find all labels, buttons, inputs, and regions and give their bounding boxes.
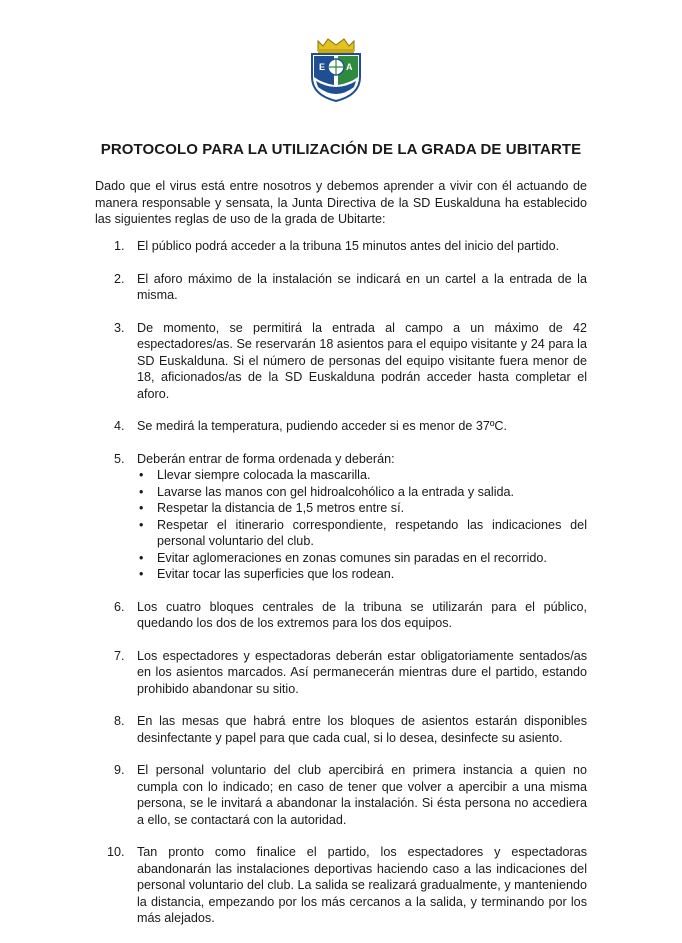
sub-item: • Lavarse las manos con gel hidroalcohólico a la entrada y salida. — [139, 484, 515, 499]
intro-paragraph: Dado que el virus está entre nosotros y debemos aprender a vivir con él actuando de manera responsable y sensata, la Junta Directiva de la SD Euskalduna ha establecido las siguientes reglas de uso de la grada de Ubitarte: — [95, 179, 587, 226]
rule-text: De momento, se permitirá la entrada al campo a un máximo de 42 espectadores/as. Se reservarán 18 asientos para el equipo visitante y 24 para la SD Euskalduna. Si el número de personas del equipo visitante fuera menor de 18, aficionados/as de la SD Euskalduna podrán acceder hasta completar el aforo. — [137, 320, 587, 401]
rule-item — [95, 599, 587, 632]
rule-text: Deberán entrar de forma ordenada y deberán: — [137, 451, 395, 466]
sub-item: • Respetar la distancia de 1,5 metros entre sí. — [139, 501, 405, 515]
rule-number: 7. — [114, 648, 125, 663]
rule-number: 1. — [114, 239, 125, 253]
rule-text: Tan pronto como finalice el partido, los espectadores y espectadoras abandonarán las instalaciones deportivas haciendo caso a las indicaciones del personal voluntario del club. La salida se realizará gradualmente, y manteniendo la distancia, empezando por los más cercanos a la salida, y terminando por los más alejados. — [137, 845, 587, 925]
rule-text: El personal voluntario del club apercibirá en primera instancia a quien no cumpla con lo indicado; en caso de tener que volver a apercibir a una misma persona, se le invitará a abandonar la instalación. Si ésta persona no accediera a ello, se contactará con la autoridad. — [137, 763, 587, 827]
bullet-icon: • — [139, 484, 144, 499]
rule-item — [95, 648, 587, 698]
rule-number: 6. — [114, 599, 125, 614]
rule-number: 4. — [114, 419, 125, 433]
crest-letter-a: A — [346, 62, 353, 72]
rule-text: En las mesas que habrá entre los bloques de asientos estarán disponibles desinfectante y papel para que cada cual, si lo desea, desinfecte su asiento. — [137, 714, 587, 745]
rule-item — [95, 451, 587, 583]
bullet-icon: • — [139, 468, 144, 482]
bullet-icon: • — [139, 517, 144, 532]
sub-item: • Evitar tocar las superficies que los rodean. — [139, 567, 395, 581]
bullet-icon: • — [139, 550, 144, 565]
sub-item: • Evitar aglomeraciones en zonas comunes sin paradas en el recorrido. — [139, 550, 547, 565]
sub-item: • Llevar siempre colocada la mascarilla. — [139, 468, 371, 482]
rule-number: 3. — [114, 320, 125, 335]
sub-list — [137, 467, 587, 583]
club-crest-logo — [308, 37, 364, 103]
rule-number: 10. — [107, 845, 125, 859]
rule-item — [95, 238, 587, 255]
bullet-icon: • — [139, 501, 144, 515]
bullet-icon: • — [139, 567, 144, 581]
rule-item — [95, 844, 587, 927]
rule-text: El aforo máximo de la instalación se indicará en un cartel a la entrada de la misma. — [137, 271, 587, 302]
rule-text: Los espectadores y espectadoras deberán estar obligatoriamente sentados/as en los asientos marcados. Así permanecerán mientras dure el partido, estando prohibido abandonar su sitio. — [137, 648, 587, 696]
rule-item — [95, 320, 587, 403]
rule-text: Se medirá la temperatura, pudiendo acceder si es menor de 37ºC. — [137, 419, 508, 433]
rule-text: Los cuatro bloques centrales de la tribuna se utilizarán para el público, quedando los dos de los extremos para los dos equipos. — [137, 599, 587, 630]
rule-item — [95, 762, 587, 828]
rule-number: 5. — [114, 451, 125, 466]
rule-number: 8. — [114, 714, 125, 728]
sub-item: • Respetar el itinerario correspondiente, respetando las indicaciones del personal voluntario del club. — [139, 517, 587, 548]
rule-item — [95, 713, 587, 746]
rule-item — [95, 271, 587, 304]
rule-number: 2. — [114, 271, 125, 286]
rule-text: El público podrá acceder a la tribuna 15 minutos antes del inicio del partido. — [137, 239, 560, 253]
rule-number: 9. — [114, 763, 125, 777]
document-title: PROTOCOLO PARA LA UTILIZACIÓN DE LA GRADA DE UBITARTE — [100, 141, 582, 158]
rules-list — [95, 238, 587, 943]
rule-item — [95, 418, 587, 435]
crest-letter-e: E — [319, 62, 326, 72]
